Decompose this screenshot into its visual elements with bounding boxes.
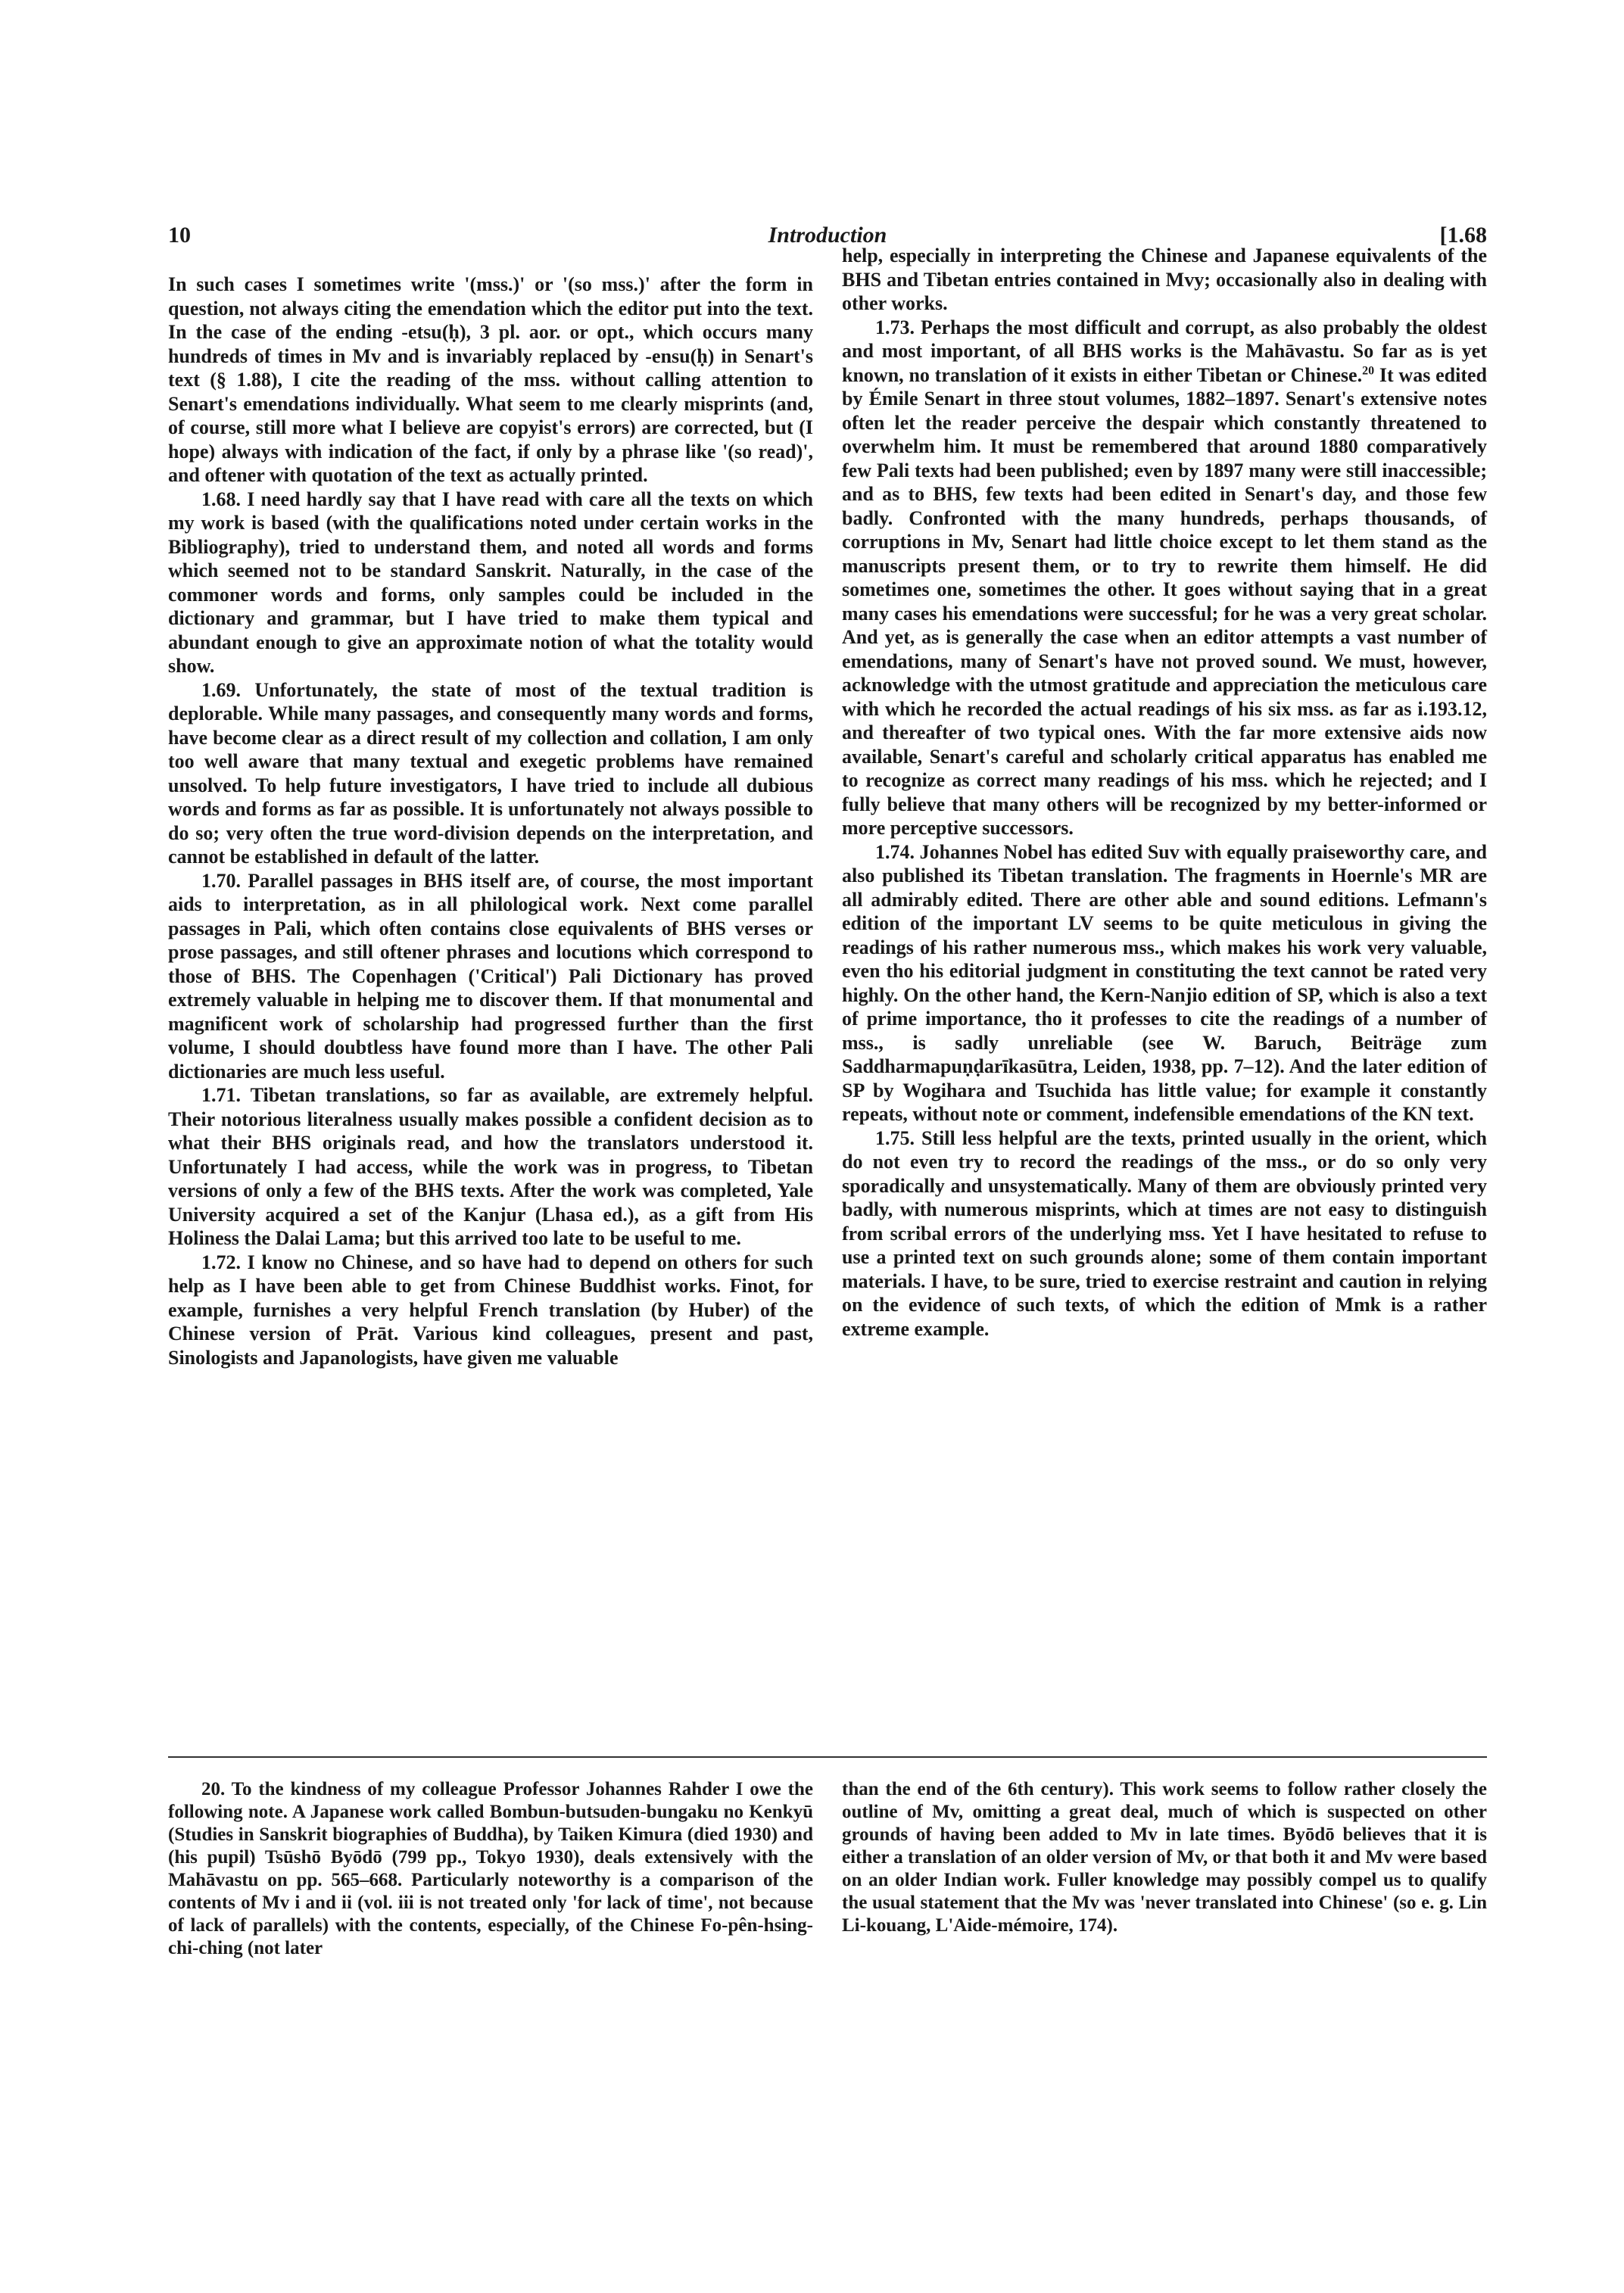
paragraph-1-68: 1.68. I need hardly say that I have read with care all the texts on which my work is based (with the qualifications noted under certain works in the Bibliography), tried to understand them, and noted all words and forms which seemed not to be standard Sanskrit. Naturally, in the case of the commoner words and forms, only samples could be included in the dictionary and grammar, but I have tried to make them typical and abundant enough to give an approximate notion of what the totality would show. xyxy=(168,488,813,677)
footnote-right-column xyxy=(842,1778,1487,1937)
footnote-divider xyxy=(168,1756,1487,1758)
left-text-column xyxy=(168,273,813,1369)
paragraph-1-75: 1.75. Still less helpful are the texts, printed usually in the orient, which do not even try to record the readings of the mss., or do so only very sporadically and unsystematically. Many of them are obviously printed very badly, with numerous misprints, which at times are not easy to distinguish from scribal errors of the underlying mss. Yet I have hesitated to refuse to use a printed text on such grounds alone; some of them contain important materials. I have, to be sure, tried to exercise restraint and caution in relying on the evidence of such texts, of which the edition of Mmk is a rather extreme example. xyxy=(842,1126,1487,1340)
page-number: 10 xyxy=(168,223,191,248)
paragraph-1-73-part-1: 1.73. Perhaps the most difficult and corrupt, as also probably the oldest and most important, of all BHS works is the Mahāvastu. So far as is yet known, no translation of it exists in either Tibetan or Chinese. xyxy=(842,316,1487,386)
footnote-20-continued: than the end of the 6th century). This work seems to follow rather closely the outline of Mv, omitting a great deal, much of which is suspected on other grounds of having been added to Mv in late times. Byōdō believes that it is either a translation of an older version of Mv, or that both it and Mv were based on an older Indian work. Fuller knowledge may possibly compel us to qualify the usual statement that the Mv was 'never translated into Chinese' (so e. g. Lin Li-kouang, L'Aide-mémoire, 174). xyxy=(842,1779,1487,1936)
running-title: Introduction xyxy=(768,223,887,248)
paragraph-1-70: 1.70. Parallel passages in BHS itself are, of course, the most important aids to interpretation, as in all philological work. Next come parallel passages in Pali, which often contains close equivalents of BHS verses or prose passages, and still oftener phrases and locutions which correspond to those of BHS. The Copenhagen ('Critical') Pali Dictionary has proved extremely valuable in helping me to discover them. If that monumental and magnificent work of scholarship had progressed further than the first volume, I should doubtless have found more than I have. The other Pali dictionaries are much less useful. xyxy=(168,869,813,1083)
paragraph-continuation: In such cases I sometimes write '(mss.)' or '(so mss.)' after the form in question, not always citing the emendation which the editor put into the text. In the case of the ending -etsu(ḥ), 3 pl. aor. or opt., which occurs many hundreds of times in Mv and is invariably replaced by -ensu(ḥ) in Senart's text (§ 1.88), I cite the reading of the mss. without calling attention to Senart's emendations individually. What seem to me clearly misprints (and, of course, still more what I believe are copyist's errors) are corrected, but (I hope) always with indication of the fact, if only by a phrase like '(so read)', and oftener with quotation of the text as actually printed. xyxy=(168,273,813,486)
paragraph-1-71: 1.71. Tibetan translations, so far as available, are extremely helpful. Their notorious literalness usually makes possible a confident decision as to what their BHS originals read, and how the translators understood it. Unfortunately I had access, while the work was in progress, to Tibetan versions of only a few of the BHS texts. After the work was completed, Yale University acquired a set of the Kanjur (Lhasa ed.), as a gift from His Holiness the Dalai Lama; but this arrived too late to be useful to me. xyxy=(168,1084,813,1249)
paragraph-1-74: 1.74. Johannes Nobel has edited Suv with equally praiseworthy care, and also published its Tibetan translation. The fragments in Hoernle's MR are all admirably edited. There are other able and sound editions. Lefmann's edition of the important LV seems to be quite meticulous in giving the readings of his rather numerous mss., which makes his work very valuable, even tho his editorial judgment in constituting the text cannot be rated very highly. On the other hand, the Kern-Nanjio edition of SP, which is also a text of prime importance, tho it professes to cite the readings of a number of mss., is sadly unreliable (see W. Baruch, Beiträge zum Saddharmapuṇḍarīkasūtra, Leiden, 1938, pp. 7–12). And the later edition of SP by Wogihara and Tsuchida has little value; for example it constantly repeats, without note or comment, indefensible emendations of the KN text. xyxy=(842,840,1487,1125)
paragraph-1-73-part-2: It was edited by Émile Senart in three stout volumes, 1882–1897. Senart's extensive notes often let the reader perceive the despair which constantly threatened to overwhelm him. It must be remembered that around 1880 comparatively few Pali texts had been published; even by 1897 many were still inaccessible; and as to BHS, few texts had been edited in Senart's day, and those few badly. Confronted with the many hundreds, perhaps thousands, of corruptions in Mv, Senart had little choice except to let them stand as the manuscripts present them, or to try to rewrite them himself. He did sometimes one, sometimes the other. It goes without saying that in a great many cases his emendations were successful; for he was a very great scholar. And yet, as is generally the case when an editor attempts a vast number of emendations, many of Senart's have not proved sound. We must, however, acknowledge with the utmost gratitude and appreciation the meticulous care with which he recorded the actual readings of his six mss. as far as i.193.12, and thereafter of two typical ones. With the far more extensive aids now available, Senart's careful and scholarly critical apparatus has enabled me to recognize as correct many readings of his mss. which he rejected; and I fully believe that many others will be recognized by my better-informed or more perceptive successors. xyxy=(842,363,1487,839)
paragraph-1-72-continued: help, especially in interpreting the Chinese and Japanese equivalents of the BHS and Tibetan entries contained in Mvy; occasionally also in dealing with other works. xyxy=(842,245,1487,314)
paragraph-1-69: 1.69. Unfortunately, the state of most of the textual tradition is deplorable. While many passages, and consequently many words and forms, have become clear as a direct result of my collection and collation, I am only too well aware that many textual and exegetic problems have remained unsolved. To help future investigators, I have tried to include all dubious words and forms as far as possible. It is unfortunately not always possible to do so; very often the true word-division depends on the interpretation, and cannot be established in default of the latter. xyxy=(168,678,813,868)
section-reference: [1.68 xyxy=(1439,223,1487,248)
paragraph-1-73 xyxy=(842,316,1487,840)
footnote-left-column xyxy=(168,1778,813,1960)
paragraph-1-72: 1.72. I know no Chinese, and so have had to depend on others for such help as I have been able to get from Chinese Buddhist works. Finot, for example, furnishes a very helpful French translation (by Huber) of the Chinese version of Prāt. Various kind colleagues, present and past, Sinologists and Japanologists, have given me valuable xyxy=(168,1251,813,1369)
footnote-20: 20. To the kindness of my colleague Professor Johannes Rahder I owe the following note. A Japanese work called Bombun-butsuden-bungaku no Kenkyū (Studies in Sanskrit biographies of Buddha), by Taiken Kimura (died 1930) and (his pupil) Tsūshō Byōdō (799 pp., Tokyo 1930), deals extensively with the Mahāvastu on pp. 565–668. Particularly noteworthy is a comparison of the contents of Mv i and ii (vol. iii is not treated only 'for lack of time', not because of lack of parallels) with the contents, especially, of the Chinese Fo-pên-hsing-chi-ching (not later xyxy=(168,1779,813,1958)
right-text-column xyxy=(842,244,1487,1341)
footnote-marker-20[interactable]: 20 xyxy=(1362,363,1375,377)
